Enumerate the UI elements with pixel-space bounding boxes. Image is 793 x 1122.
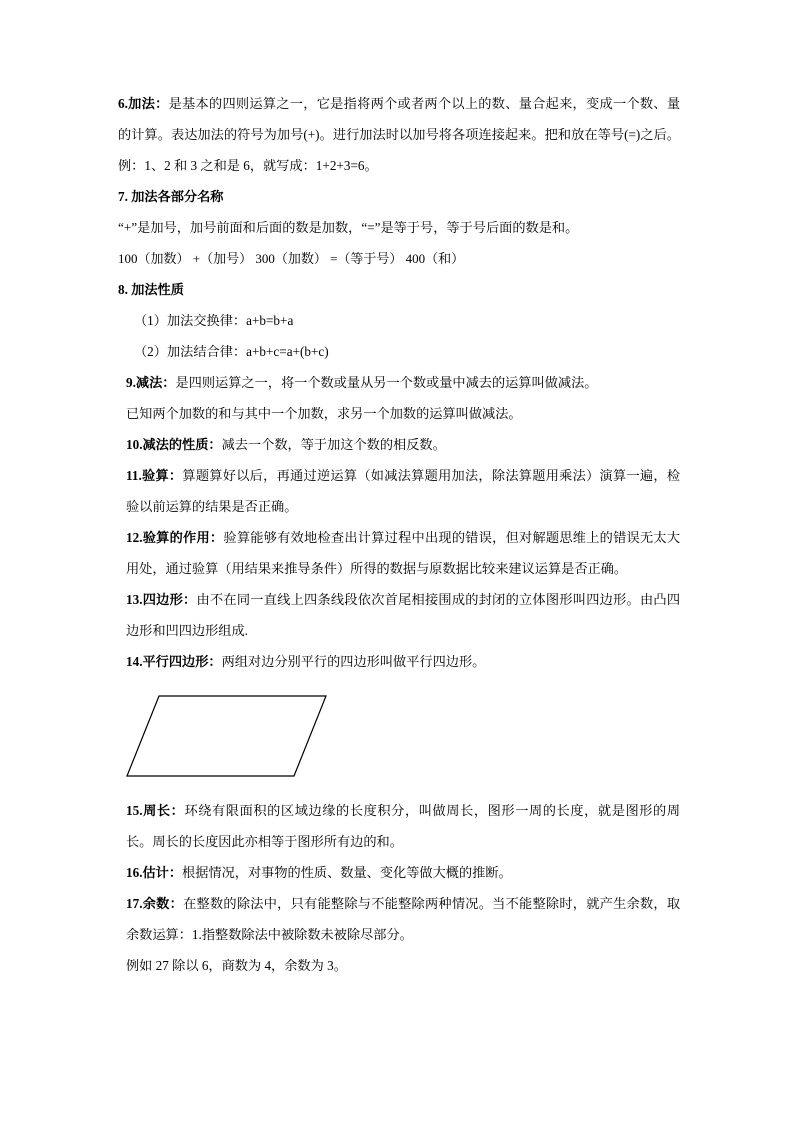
paragraph-item-6	[118, 88, 680, 181]
paragraph-item-13	[118, 584, 680, 646]
term-text-quadrilateral: 由不在同一直线上四条线段依次首尾相接围成的封闭的立体图形叫四边形。由凸四边形和凹四边形组成.	[126, 592, 681, 638]
term-text-subtraction-property: 减去一个数，等于加这个数的相反数。	[221, 437, 446, 452]
paragraph-item-14	[118, 646, 680, 677]
term-text-estimate: 根据情况，对事物的性质、数量、变化等做大概的推断。	[182, 865, 512, 880]
term-label-parallelogram: 14.平行四边形：	[126, 654, 222, 669]
paragraph-item-15	[118, 795, 680, 857]
paragraph-item-17	[118, 888, 680, 950]
formula-addition-parts: 100（加数） +（加号） 300（加数） =（等于号） 400（和）	[118, 251, 465, 266]
paragraph-commutative-law: （1）加法交换律：a+b=b+a	[134, 313, 294, 328]
parallelogram-icon	[126, 695, 346, 783]
term-label-checking-use: 12.验算的作用：	[126, 530, 224, 545]
term-text-checking-use: 验算能够有效地检查出计算过程中出现的错误，但对解题思维上的错误无太大用处，通过验算（用结果来推导条件）所得的数据与原数据比较来建议运算是否正确。	[126, 530, 681, 576]
term-text-subtraction: 是四则运算之一，将一个数或量从另一个数或量中减去的运算叫做减法。	[175, 375, 598, 390]
heading-addition-properties: 8. 加法性质	[118, 282, 184, 297]
parallelogram-figure	[118, 677, 680, 795]
term-label-addition: 6.加法：	[118, 96, 169, 111]
term-text-remainder: 在整数的除法中，只有能整除与不能整除两种情况。当不能整除时，就产生余数，取余数运算：1.指整数除法中被除数未被除尽部分。	[126, 896, 681, 942]
paragraph-associative-law: （2）加法结合律：a+b+c=a+(b+c)	[134, 344, 329, 359]
term-text-addition: 是基本的四则运算之一，它是指将两个或者两个以上的数、量合起来，变成一个数、量的计算。表达加法的符号为加号(+)。进行加法时以加号将各项连接起来。把和放在等号(=)之后。 例：1、2 和 3 之和是 6，就写成：1+2+3=6。	[118, 96, 681, 173]
term-label-subtraction-property: 10.减法的性质：	[126, 437, 222, 452]
term-label-remainder: 17.余数：	[126, 896, 184, 911]
paragraph-item-10	[118, 429, 680, 460]
term-label-subtraction: 9.减法：	[126, 375, 176, 390]
paragraph-item-9-b: 已知两个加数的和与其中一个加数，求另一个加数的运算叫做减法。	[126, 406, 522, 421]
term-text-parallelogram: 两组对边分别平行的四边形叫做平行四边形。	[221, 654, 486, 669]
term-label-quadrilateral: 13.四边形：	[126, 592, 197, 607]
term-label-checking: 11.验算：	[126, 468, 183, 483]
term-text-checking: 算题算好以后，再通过逆运算（如减法算题用加法，除法算题用乘法）演算一遍，检验以前运算的结果是否正确。	[126, 468, 681, 514]
paragraph-item-12	[118, 522, 680, 584]
paragraph-item-9	[118, 367, 680, 398]
paragraph-item-17-b: 例如 27 除以 6，商数为 4，余数为 3。	[126, 958, 347, 973]
term-label-perimeter: 15.周长：	[126, 803, 185, 818]
heading-addition-parts: 7. 加法各部分名称	[118, 189, 224, 204]
paragraph-addition-parts: “+”是加号，加号前面和后面的数是加数，“=”是等于号，等于号后面的数是和。	[118, 220, 579, 235]
paragraph-item-16	[118, 857, 680, 888]
paragraph-item-11	[118, 460, 680, 522]
term-text-perimeter: 环绕有限面积的区域边缘的长度积分，叫做周长，图形一周的长度，就是图形的周长。周长的长度因此亦相等于图形所有边的和。	[126, 803, 681, 849]
term-label-estimate: 16.估计：	[126, 865, 183, 880]
